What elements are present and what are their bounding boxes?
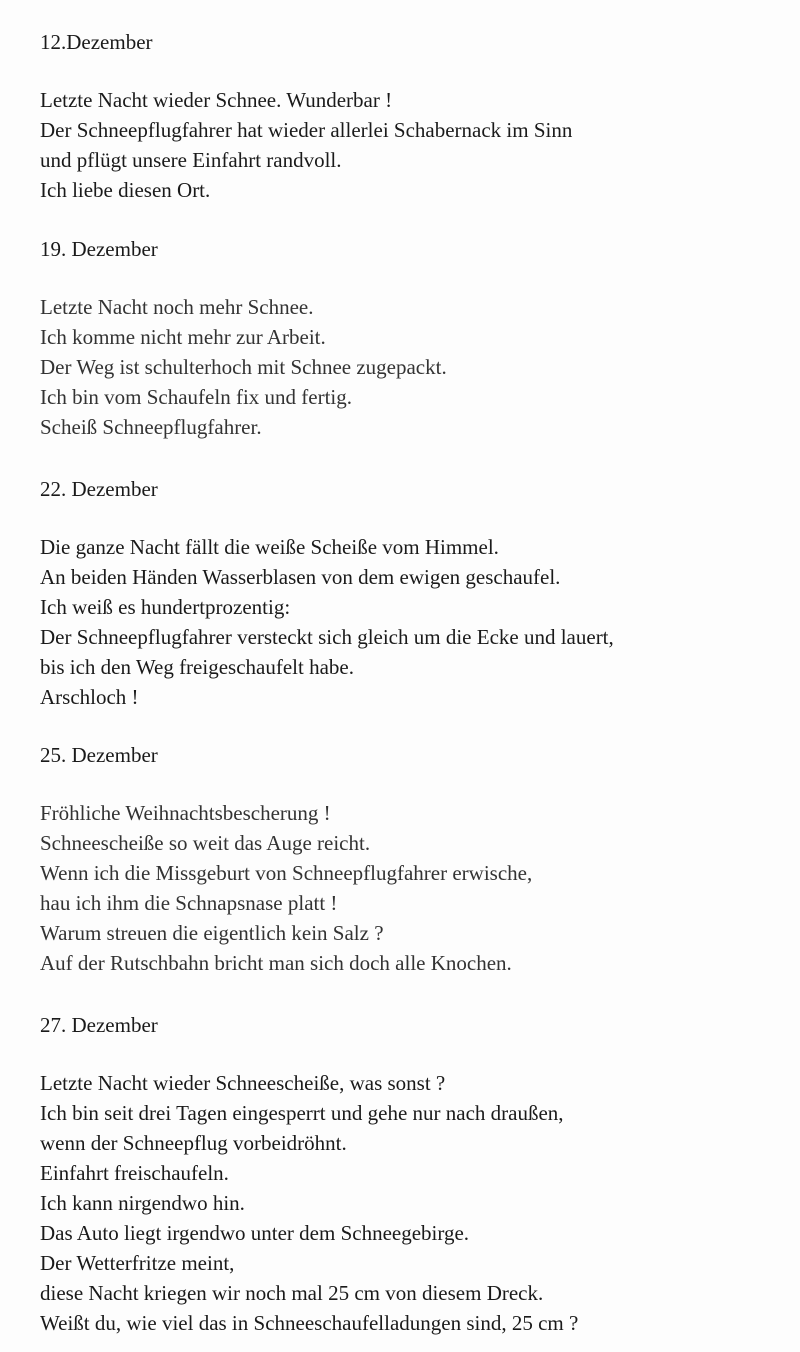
entry-line: Letzte Nacht noch mehr Schnee. bbox=[40, 295, 314, 319]
entry-line: Letzte Nacht wieder Schnee. Wunderbar ! bbox=[40, 88, 393, 112]
entry-line: Die ganze Nacht fällt die weiße Scheiße vom Himmel. bbox=[40, 535, 499, 559]
entry-line: Schneescheiße so weit das Auge reicht. bbox=[40, 831, 371, 855]
entry-line: Ich kann nirgendwo hin. bbox=[40, 1191, 245, 1215]
entry-lines bbox=[40, 85, 790, 205]
entry-lines bbox=[40, 798, 790, 978]
entry-line: Das Auto liegt irgendwo unter dem Schneegebirge. bbox=[40, 1221, 470, 1245]
diary-entry-25-dezember bbox=[40, 740, 790, 978]
entry-line: bis ich den Weg freigeschaufelt habe. bbox=[40, 655, 354, 679]
entry-line: und pflügt unsere Einfahrt randvoll. bbox=[40, 148, 342, 172]
entry-lines bbox=[40, 1068, 790, 1338]
entry-line: Ich liebe diesen Ort. bbox=[40, 178, 211, 202]
entry-line: Fröhliche Weihnachtsbescherung ! bbox=[40, 801, 331, 825]
diary-entry-12-dezember bbox=[40, 27, 790, 205]
entry-line: Der Wetterfritze meint, bbox=[40, 1251, 235, 1275]
entry-line: Ich weiß es hundertprozentig: bbox=[40, 595, 291, 619]
entry-line: Ich bin seit drei Tagen eingesperrt und gehe nur nach draußen, bbox=[40, 1101, 564, 1125]
entry-line: Der Schneepflugfahrer versteckt sich gleich um die Ecke und lauert, bbox=[40, 625, 614, 649]
entry-line: Auf der Rutschbahn bricht man sich doch alle Knochen. bbox=[40, 951, 512, 975]
entry-line: Einfahrt freischaufeln. bbox=[40, 1161, 229, 1185]
entry-line: An beiden Händen Wasserblasen von dem ewigen geschaufel. bbox=[40, 565, 561, 589]
diary-entry-22-dezember bbox=[40, 474, 790, 712]
entry-line: Ich komme nicht mehr zur Arbeit. bbox=[40, 325, 326, 349]
diary-entry-27-dezember bbox=[40, 1010, 790, 1338]
entry-line: Arschloch ! bbox=[40, 685, 139, 709]
entry-lines bbox=[40, 532, 790, 712]
entry-line: Der Weg ist schulterhoch mit Schnee zugepackt. bbox=[40, 355, 447, 379]
entry-line: wenn der Schneepflug vorbeidröhnt. bbox=[40, 1131, 347, 1155]
entry-line: Ich bin vom Schaufeln fix und fertig. bbox=[40, 385, 353, 409]
entry-line: Wenn ich die Missgeburt von Schneepflugfahrer erwische, bbox=[40, 861, 533, 885]
entry-date: 22. Dezember bbox=[40, 477, 158, 501]
entry-date: 19. Dezember bbox=[40, 237, 158, 261]
entry-date: 25. Dezember bbox=[40, 743, 158, 767]
diary-entry-19-dezember bbox=[40, 234, 790, 442]
entry-date: 27. Dezember bbox=[40, 1013, 158, 1037]
entry-line: Scheiß Schneepflugfahrer. bbox=[40, 415, 262, 439]
entry-line: hau ich ihm die Schnapsnase platt ! bbox=[40, 891, 338, 915]
entry-line: Letzte Nacht wieder Schneescheiße, was sonst ? bbox=[40, 1071, 446, 1095]
entry-line: diese Nacht kriegen wir noch mal 25 cm von diesem Dreck. bbox=[40, 1281, 544, 1305]
entry-line: Weißt du, wie viel das in Schneeschaufelladungen sind, 25 cm ? bbox=[40, 1311, 579, 1335]
entry-date: 12.Dezember bbox=[40, 30, 153, 54]
entry-lines bbox=[40, 292, 790, 442]
entry-line: Der Schneepflugfahrer hat wieder allerlei Schabernack im Sinn bbox=[40, 118, 573, 142]
entry-line: Warum streuen die eigentlich kein Salz ? bbox=[40, 921, 384, 945]
